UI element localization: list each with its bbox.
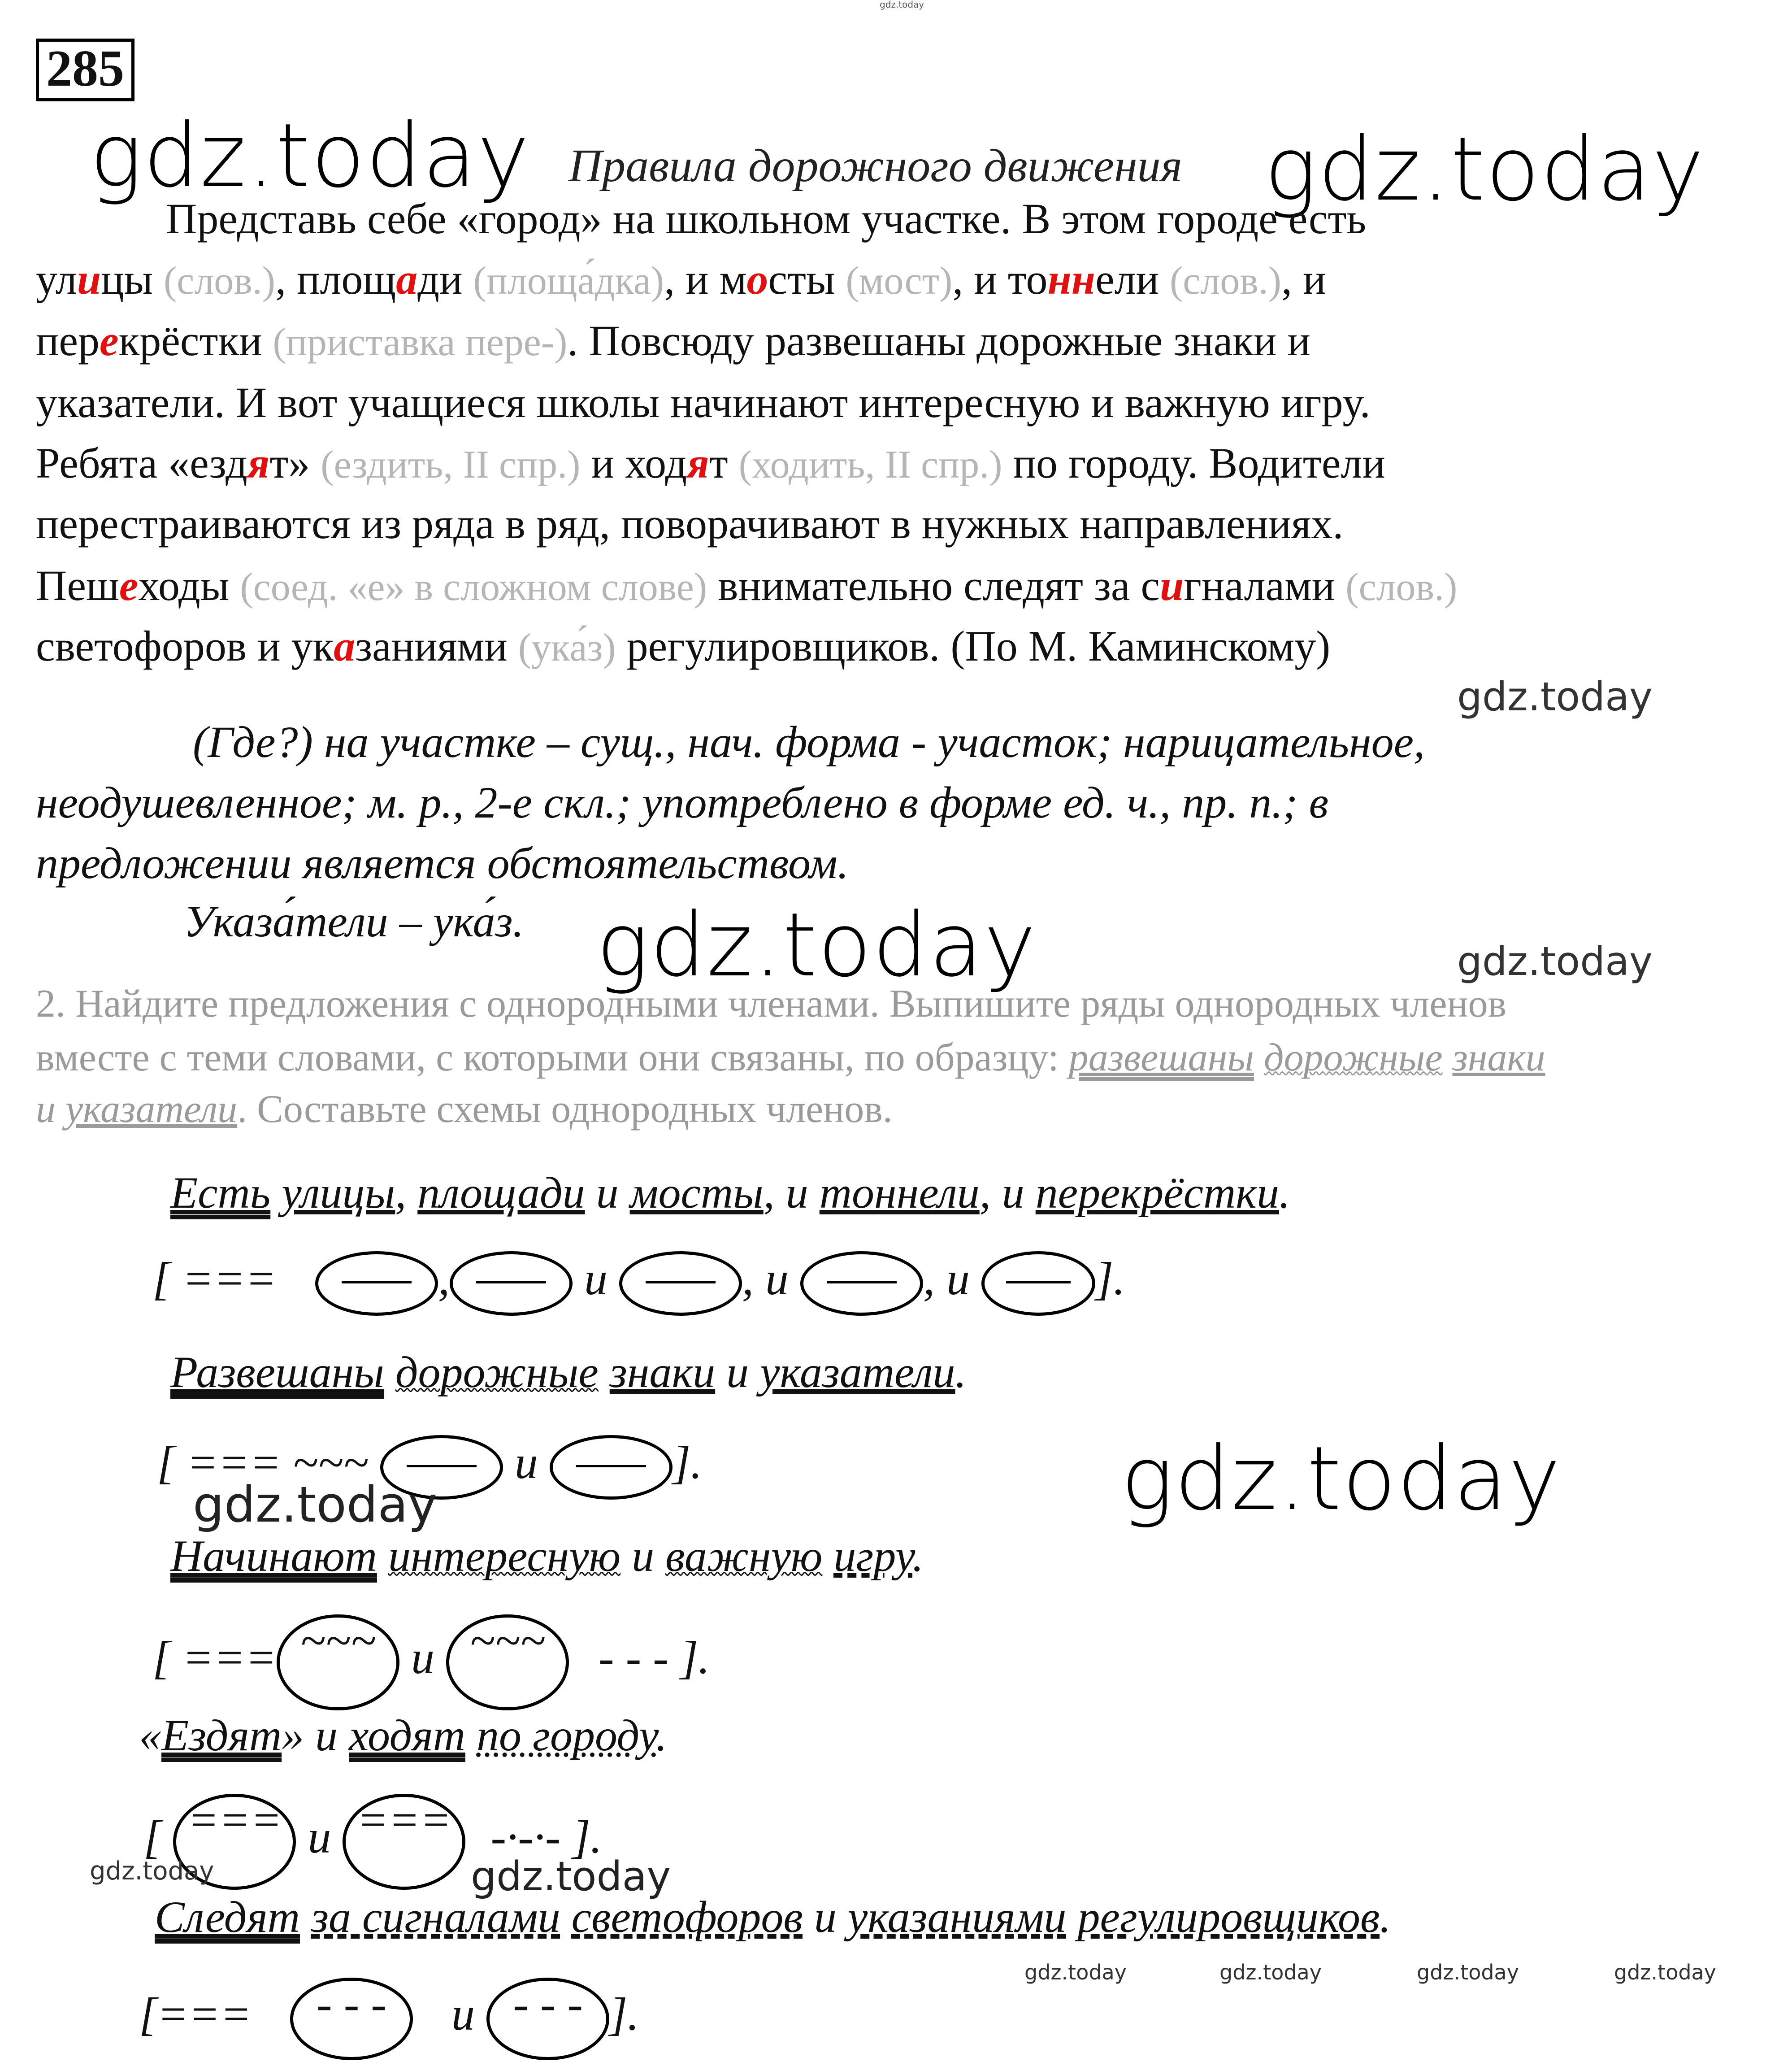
watermark: gdz.today	[471, 1853, 671, 1900]
attr-mark: ~~~	[293, 1436, 369, 1488]
spelling-hint: (приставка пере-)	[273, 321, 568, 364]
analysis-line-4: Указа́тели – ука́з.	[184, 896, 524, 946]
adv-mark: -·-·-	[490, 1811, 561, 1863]
oval-pred-mark: ===	[187, 1794, 282, 1846]
s5-sep: и	[803, 1892, 848, 1942]
spelling-hint: (мост)	[846, 259, 953, 303]
s2-attribute: дорожные	[395, 1347, 599, 1397]
paragraph-line	[36, 255, 1326, 303]
s1-word: улицы	[282, 1168, 395, 1218]
highlighted-letter: а	[396, 255, 418, 303]
homogeneous-member-oval	[315, 1251, 438, 1316]
task2-line-2	[36, 1038, 1545, 1078]
text-segment: ели	[1095, 255, 1170, 303]
spelling-hint: (слов.)	[1345, 565, 1458, 609]
text-segment: т	[709, 439, 739, 487]
s1-word: мосты	[629, 1168, 764, 1218]
oval-attr-mark: ~~~	[469, 1615, 546, 1666]
sentence-5	[155, 1892, 1391, 1942]
oval-pred-mark: ===	[357, 1794, 451, 1846]
oval-attr-mark: ~~~	[300, 1615, 376, 1666]
analysis-line-1: (Где?) на участке – сущ., нач. форма - участок; нарицательное,	[193, 717, 1425, 767]
text-segment: , площ	[275, 255, 396, 303]
s1-word: тоннели	[819, 1168, 980, 1218]
s1-word: площади	[417, 1168, 585, 1218]
s2-predicate: Развешаны	[170, 1347, 384, 1397]
watermark: gdz.today	[1121, 1428, 1562, 1530]
bracket-open: [	[152, 1253, 171, 1305]
obj-mark: - - -	[599, 1631, 668, 1683]
text-segment: Пеш	[36, 561, 119, 609]
paragraph-line	[166, 195, 1367, 243]
bracket-open: [	[157, 1436, 175, 1488]
highlighted-letter: и	[1160, 561, 1184, 609]
text-segment: гналами	[1184, 561, 1346, 609]
bracket-close: ].	[680, 1631, 710, 1683]
oval-obj-mark: - - -	[317, 1978, 386, 2030]
homogeneous-member-oval	[343, 1794, 465, 1890]
s5-sep	[560, 1892, 572, 1942]
task2-line-1: 2. Найдите предложения с однородными членами. Выпишите ряды однородных членов	[36, 982, 1507, 1026]
watermark: gdz.today	[1457, 674, 1653, 720]
task2-example-attr: дорожные	[1264, 1036, 1443, 1079]
spelling-hint: (слов.)	[1169, 259, 1282, 303]
s5-object: за сигналами	[311, 1892, 560, 1942]
sep: , и	[923, 1253, 970, 1305]
spelling-hint: (ездить, II спр.)	[321, 443, 581, 487]
s1-word: перекрёстки	[1035, 1168, 1280, 1218]
spelling-hint: (слов.)	[163, 259, 276, 303]
s5-object: указаниями	[847, 1892, 1067, 1942]
s3-attribute: интересную	[388, 1531, 621, 1581]
s3-object: игру	[833, 1531, 913, 1581]
text-segment: сты	[768, 255, 846, 303]
highlighted-letter: я	[687, 439, 709, 487]
highlighted-letter: и	[77, 255, 101, 303]
watermark: gdz.today	[1264, 118, 1705, 221]
watermark: gdz.today	[193, 1476, 438, 1533]
text-segment: т»	[269, 439, 321, 487]
paragraph-line	[36, 500, 1344, 548]
bracket-open: [	[139, 1988, 157, 2040]
homogeneous-member-oval	[619, 1251, 742, 1316]
s4-quote: «	[139, 1710, 161, 1760]
task2-line-3	[36, 1087, 893, 1131]
text-segment: цы	[101, 255, 164, 303]
bracket-close: ].	[609, 1988, 639, 2040]
exercise-title: Правила дорожного движения	[568, 140, 1183, 191]
highlighted-letter: е	[119, 561, 139, 609]
sep: и	[451, 1988, 475, 2040]
homogeneous-member-oval	[981, 1251, 1095, 1316]
analysis-line-3: предложении является обстоятельством.	[36, 838, 849, 888]
s1-sep: ,	[395, 1168, 418, 1218]
text-segment: . Повсюду развешаны дорожные знаки и	[567, 317, 1310, 365]
oval-obj-mark: - - -	[513, 1978, 583, 2030]
homogeneous-member-oval	[450, 1251, 573, 1316]
sentence-4	[139, 1710, 668, 1760]
text-segment: ул	[36, 255, 77, 303]
s4-sep: » и	[282, 1710, 349, 1760]
s3-predicate: Начинают	[170, 1531, 377, 1581]
watermark: gdz.today	[1457, 938, 1653, 984]
sentence-3	[170, 1531, 924, 1581]
watermark: gdz.today	[1417, 1960, 1519, 1984]
s2-end: .	[955, 1347, 967, 1397]
paragraph-line	[36, 622, 1331, 670]
watermark: gdz.today	[90, 105, 530, 207]
text-segment: , и	[1281, 255, 1326, 303]
task2-line-2-text: вместе с теми словами, с которыми они связаны, по образцу:	[36, 1036, 1069, 1079]
sep: ,	[438, 1253, 450, 1305]
s4-predicate: Ездят	[161, 1710, 282, 1760]
s3-sep	[822, 1531, 833, 1581]
text-segment: , и м	[664, 255, 747, 303]
s3-sep	[377, 1531, 388, 1581]
bracket-open: [	[143, 1811, 162, 1863]
s5-end: .	[1380, 1892, 1391, 1942]
highlighted-letter: я	[247, 439, 270, 487]
s1-predicate: Есть	[170, 1168, 271, 1218]
task2-example-subj: знаки	[1452, 1036, 1545, 1079]
text-segment: перестраиваются из ряда в ряд, поворачивают в нужных направлениях.	[36, 500, 1344, 548]
spelling-hint: (соед. «е» в сложном слове)	[240, 565, 707, 609]
text-segment: ходы	[138, 561, 240, 609]
s3-attribute: важную	[665, 1531, 823, 1581]
s2-sep: и	[715, 1347, 760, 1397]
task2-line-3-text: . Составьте схемы однородных членов.	[237, 1087, 893, 1131]
homogeneous-member-oval	[486, 1978, 609, 2060]
text-segment: , и то	[952, 255, 1048, 303]
schema-3	[152, 1614, 710, 1710]
text-segment: заниями	[355, 622, 518, 670]
pred-mark: ===	[157, 1988, 252, 2040]
bracket-close: ].	[1095, 1253, 1125, 1305]
text-segment: крёстки	[118, 317, 273, 365]
text-segment: пер	[36, 317, 100, 365]
watermark-top: gdz.today	[880, 0, 924, 10]
s5-predicate: Следят	[155, 1892, 300, 1942]
s2-subject: знаки	[609, 1347, 716, 1397]
s4-predicate: ходят	[349, 1710, 465, 1760]
text-segment: внимательно следят за с	[707, 561, 1160, 609]
s1-sep: , и	[763, 1168, 820, 1218]
text-segment: Представь себе «город» на школьном участке. В этом городе есть	[166, 195, 1367, 243]
watermark: gdz.today	[1024, 1960, 1127, 1984]
s5-object: светофоров	[571, 1892, 803, 1942]
pred-mark: ===	[182, 1631, 277, 1683]
s2-sep	[599, 1347, 610, 1397]
s4-end: .	[656, 1710, 668, 1760]
s1-sep: , и	[979, 1168, 1036, 1218]
text-segment: светофоров и ук	[36, 622, 334, 670]
s5-sep	[1066, 1892, 1077, 1942]
pred-mark: ===	[182, 1253, 277, 1305]
sentence-1	[170, 1168, 1291, 1218]
spelling-hint: (ука́з)	[518, 626, 616, 670]
paragraph-line	[36, 561, 1458, 609]
s5-object: регулировщиков	[1077, 1892, 1380, 1942]
watermark: gdz.today	[1219, 1960, 1322, 1984]
sep: , и	[742, 1253, 789, 1305]
sentence-2	[170, 1347, 967, 1397]
sep: и	[514, 1436, 538, 1488]
highlighted-letter: о	[746, 255, 768, 303]
homogeneous-member-oval	[550, 1435, 673, 1500]
sep: и	[308, 1811, 331, 1863]
task2-example-subj-2: указатели	[65, 1087, 238, 1131]
bracket-open: [	[152, 1631, 171, 1683]
homogeneous-member-oval	[800, 1251, 923, 1316]
text-segment: по городу. Водители	[1002, 439, 1385, 487]
schema-1	[152, 1251, 1125, 1316]
homogeneous-member-oval	[290, 1978, 413, 2060]
homogeneous-member-oval	[277, 1614, 399, 1710]
paragraph-line	[36, 378, 1371, 426]
text-segment: Ребята «езд	[36, 439, 247, 487]
bracket-close: ].	[572, 1811, 602, 1863]
sep: и	[584, 1253, 608, 1305]
schema-5	[139, 1978, 639, 2060]
homogeneous-member-oval	[446, 1614, 569, 1710]
text-segment: и ход	[580, 439, 687, 487]
text-segment: ди	[417, 255, 473, 303]
spelling-hint: (площа́дка)	[473, 259, 664, 303]
s4-adverbial: по городу	[476, 1710, 656, 1760]
paragraph-line	[36, 317, 1310, 365]
highlighted-letter: а	[334, 622, 356, 670]
task2-example-pred: развешаны	[1068, 1036, 1254, 1079]
highlighted-letter: е	[99, 317, 119, 365]
pred-mark: ===	[187, 1436, 282, 1488]
sep: и	[411, 1631, 435, 1683]
text-segment: указатели. И вот учащиеся школы начинают интересную и важную игру.	[36, 378, 1371, 426]
s2-sep	[384, 1347, 395, 1397]
s1-sep: и	[585, 1168, 630, 1218]
s2-subject: указатели	[760, 1347, 955, 1397]
analysis-line-2: неодушевленное; м. р., 2-е скл.; употреблено в форме ед. ч., пр. п.; в	[36, 778, 1329, 827]
watermark: gdz.today	[1614, 1960, 1716, 1984]
paragraph-line	[36, 439, 1385, 487]
task-number: 285	[36, 39, 135, 101]
s5-sep	[300, 1892, 311, 1942]
s3-sep: и	[620, 1531, 666, 1581]
s1-end: .	[1279, 1168, 1291, 1218]
watermark: gdz.today	[596, 894, 1037, 996]
highlighted-letter: нн	[1047, 255, 1096, 303]
text-segment: регулировщиков. (По М. Каминскому)	[616, 622, 1331, 670]
s3-end: .	[912, 1531, 924, 1581]
spelling-hint: (ходить, II спр.)	[738, 443, 1002, 487]
watermark: gdz.today	[90, 1857, 214, 1886]
bracket-close: ].	[672, 1436, 703, 1488]
s4-sep	[465, 1710, 477, 1760]
task2-line-3-and: и	[36, 1087, 56, 1131]
